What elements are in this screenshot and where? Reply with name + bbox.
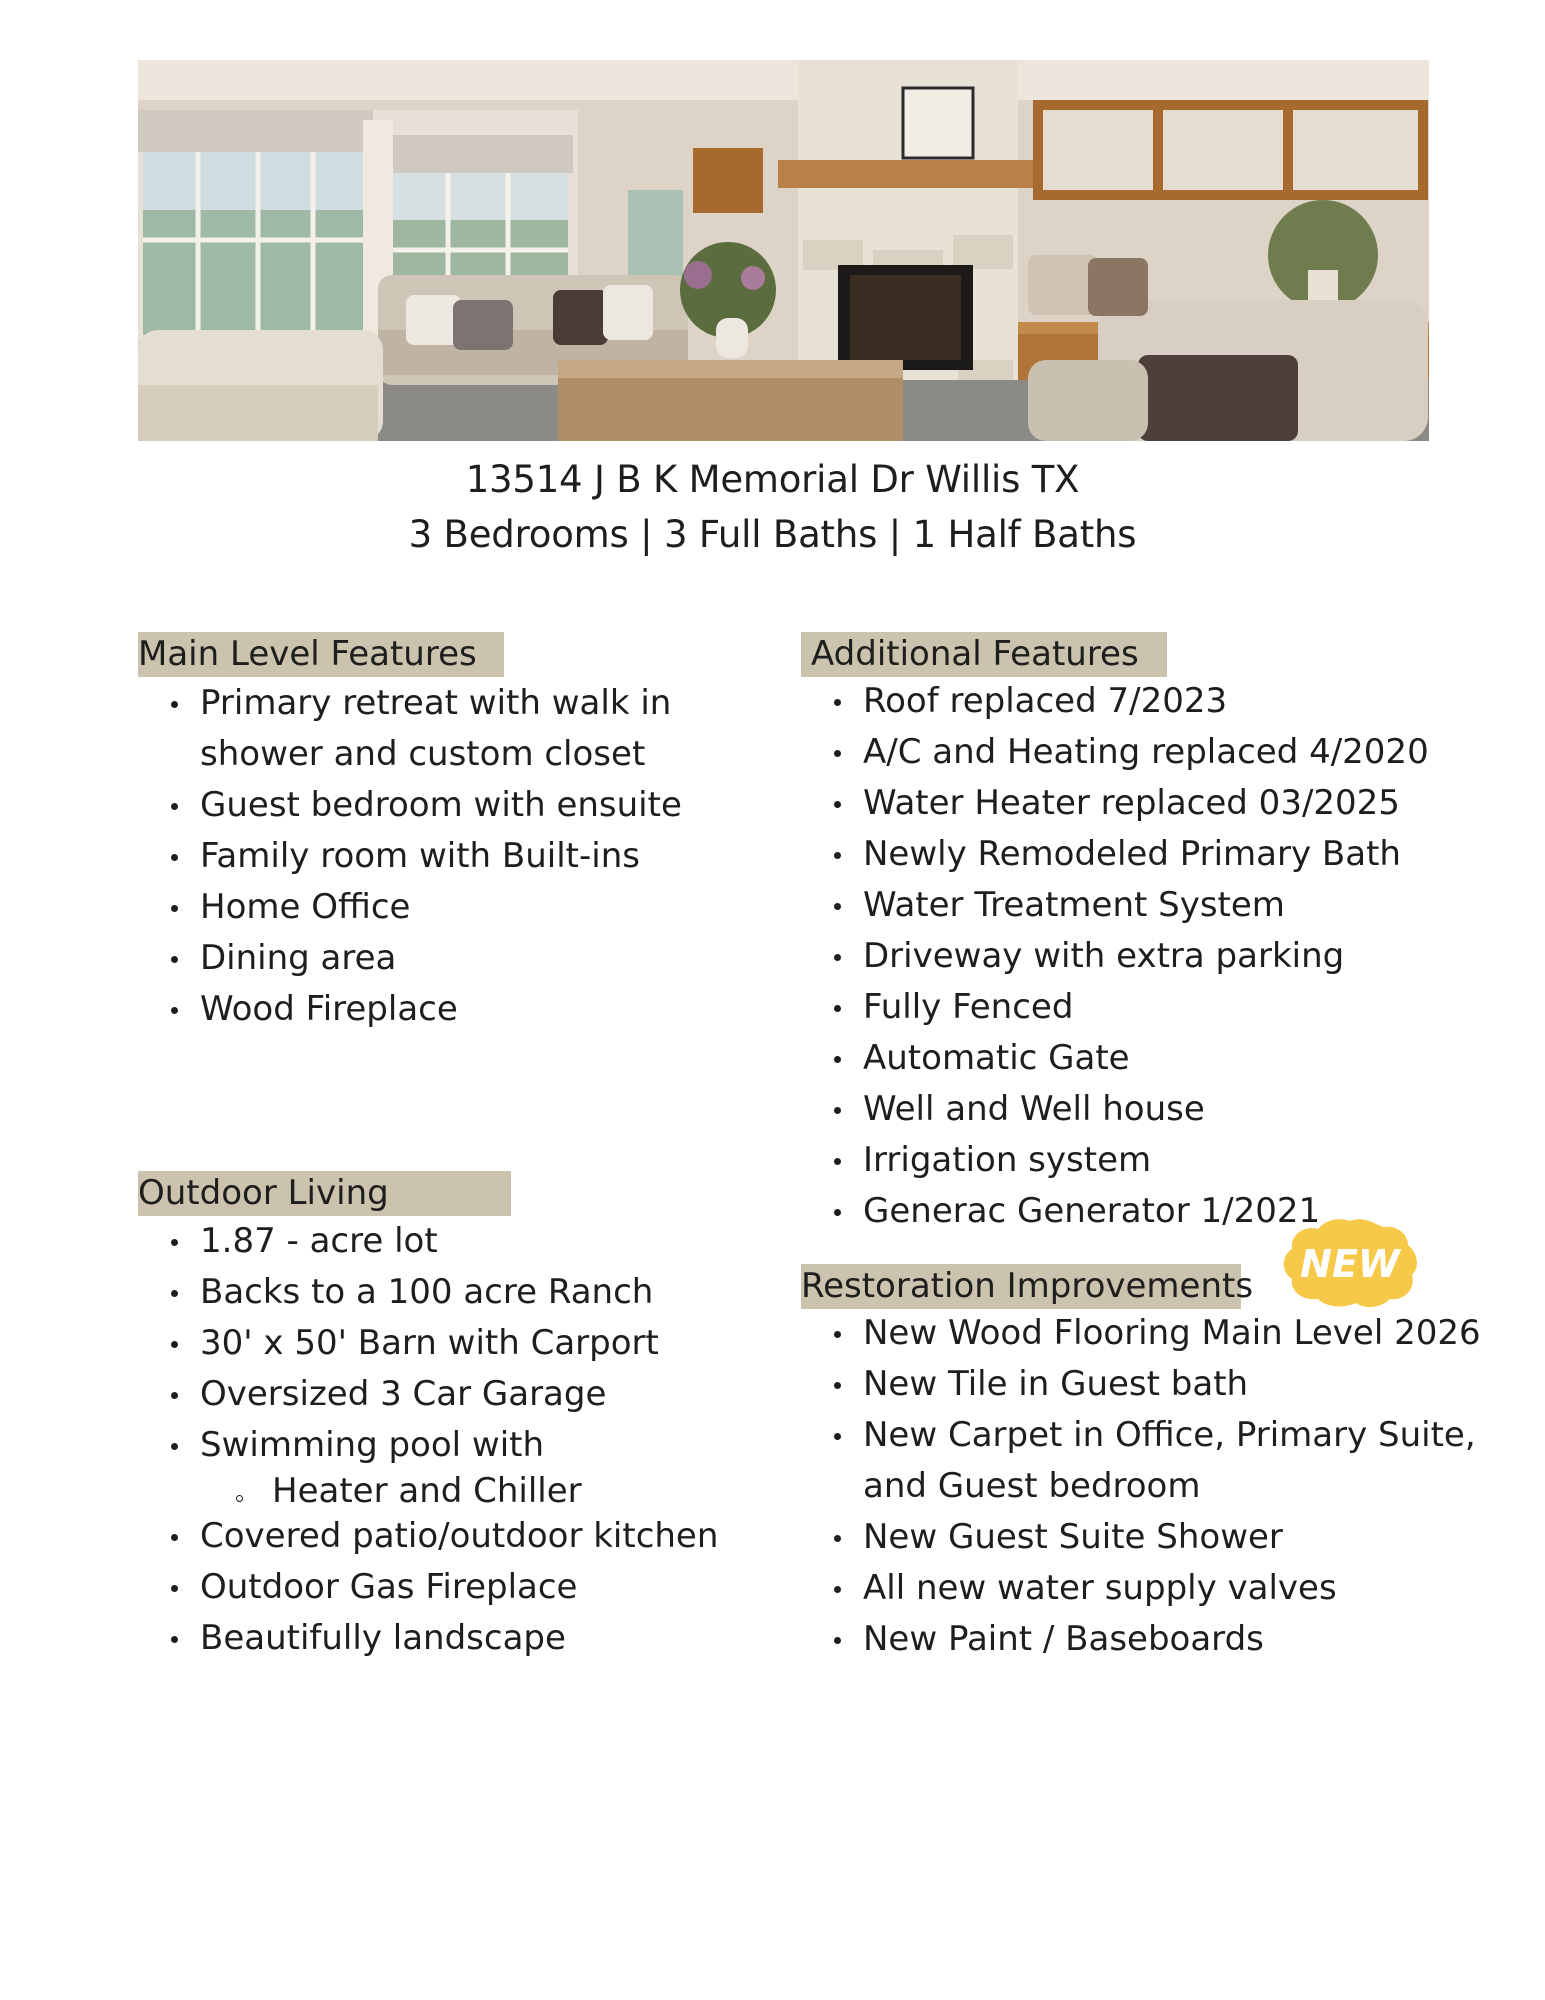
restoration-improvements-list <box>801 1308 1521 1665</box>
bed-bath-summary: 3 Bedrooms | 3 Full Baths | 1 Half Baths <box>408 513 1137 556</box>
sub-list-item: Heater and Chiller <box>138 1471 738 1511</box>
list-item: Roof replaced 7/2023 <box>801 676 1501 727</box>
list-item: Oversized 3 Car Garage <box>138 1369 738 1420</box>
list-item: and Guest bedroom <box>863 1466 1201 1506</box>
list-item: Primary retreat with walk in <box>138 678 738 729</box>
list-item: New Wood Flooring Main Level 2026 <box>801 1308 1521 1359</box>
list-item: New Tile in Guest bath <box>801 1359 1521 1410</box>
list-item: Automatic Gate <box>801 1033 1501 1084</box>
list-item: Newly Remodeled Primary Bath <box>801 829 1501 880</box>
main-level-features-label: Main Level Features <box>138 632 504 677</box>
list-item: Guest bedroom with ensuite <box>138 780 738 831</box>
list-item: Dining area <box>138 933 738 984</box>
list-item: All new water supply valves <box>801 1563 1521 1614</box>
list-item: New Paint / Baseboards <box>801 1614 1521 1665</box>
list-item: 30' x 50' Barn with Carport <box>138 1318 738 1369</box>
list-item: Backs to a 100 acre Ranch <box>138 1267 738 1318</box>
new-badge-text: NEW <box>1300 1242 1400 1286</box>
additional-features-list <box>801 676 1501 1237</box>
list-item: New Carpet in Office, Primary Suite, <box>801 1410 1521 1461</box>
living-room-photo <box>138 60 1429 441</box>
list-item: Driveway with extra parking <box>801 931 1501 982</box>
list-item: A/C and Heating replaced 4/2020 <box>801 727 1501 778</box>
list-item: Covered patio/outdoor kitchen <box>138 1511 738 1562</box>
list-item: Home Office <box>138 882 738 933</box>
list-item: 1.87 - acre lot <box>138 1216 738 1267</box>
list-item: Water Heater replaced 03/2025 <box>801 778 1501 829</box>
list-item: shower and custom closet <box>200 734 646 774</box>
outdoor-living-label: Outdoor Living <box>138 1171 511 1216</box>
list-item: New Guest Suite Shower <box>801 1512 1521 1563</box>
list-item: Well and Well house <box>801 1084 1501 1135</box>
list-item: Family room with Built-ins <box>138 831 738 882</box>
list-item: Outdoor Gas Fireplace <box>138 1562 738 1613</box>
property-address: 13514 J B K Memorial Dr Willis TX <box>465 458 1080 501</box>
main-level-features-list <box>138 678 738 1035</box>
list-item: Beautifully landscape <box>138 1613 738 1664</box>
new-badge-icon <box>1280 1217 1420 1309</box>
list-item: Fully Fenced <box>801 982 1501 1033</box>
list-item: Wood Fireplace <box>138 984 738 1035</box>
list-item: Water Treatment System <box>801 880 1501 931</box>
outdoor-living-list <box>138 1216 738 1664</box>
additional-features-label: Additional Features <box>801 632 1167 677</box>
list-item: Irrigation system <box>801 1135 1501 1186</box>
list-item: Generac Generator 1/2021 <box>801 1186 1501 1237</box>
list-item: Swimming pool with <box>138 1420 738 1471</box>
restoration-improvements-label: Restoration Improvements <box>801 1264 1241 1309</box>
